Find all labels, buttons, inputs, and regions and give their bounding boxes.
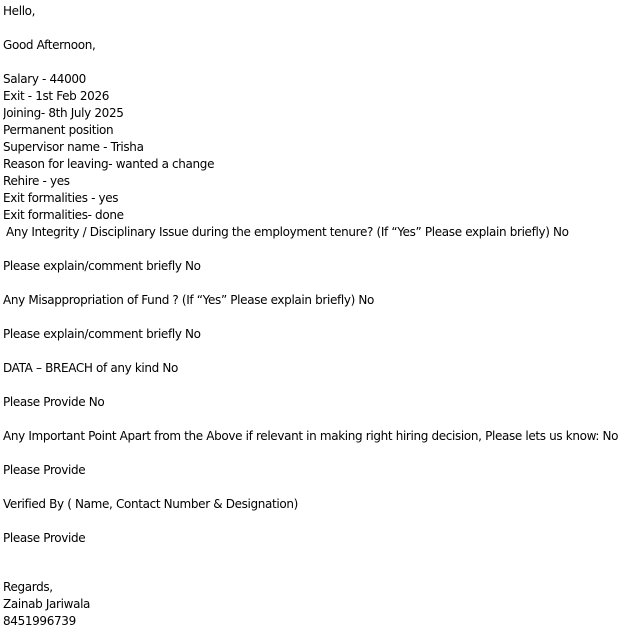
exit-formalities-line: Exit formalities - yes — [3, 191, 119, 205]
misappropriation-question: Any Misappropriation of Fund ? (If “Yes” Please explain briefly) No — [3, 293, 375, 307]
salary-line: Salary - 44000 — [3, 72, 86, 86]
blank-line — [3, 377, 633, 394]
important-point-question: Any Important Point Apart from the Above if relevant in making right hiring decision, Please lets us know: No — [3, 429, 619, 443]
blank-line — [3, 479, 633, 496]
blank-line — [3, 564, 633, 579]
signature-phone: 8451996739 — [3, 614, 76, 628]
blank-line — [3, 445, 633, 462]
blank-line — [3, 20, 633, 37]
supervisor-line: Supervisor name - Trisha — [3, 140, 144, 154]
data-breach-provide: Please Provide No — [3, 395, 105, 409]
blank-line — [3, 275, 633, 292]
email-body — [3, 3, 633, 630]
blank-line — [3, 54, 633, 71]
greeting: Hello, — [3, 4, 36, 18]
position-line: Permanent position — [3, 123, 114, 137]
blank-line — [3, 513, 633, 530]
blank-line — [3, 343, 633, 360]
joining-line: Joining- 8th July 2025 — [3, 106, 124, 120]
blank-line — [3, 547, 633, 564]
exit-line: Exit - 1st Feb 2026 — [3, 89, 110, 103]
blank-line — [3, 411, 633, 428]
misappropriation-comment: Please explain/comment briefly No — [3, 327, 201, 341]
verified-by-provide: Please Provide — [3, 531, 86, 545]
signature-name: Zainab Jariwala — [3, 597, 91, 611]
integrity-comment: Please explain/comment briefly No — [3, 259, 201, 273]
reason-line: Reason for leaving- wanted a change — [3, 157, 215, 171]
exit-formalities-line: Exit formalities- done — [3, 208, 124, 222]
important-point-provide: Please Provide — [3, 463, 86, 477]
integrity-question: Any Integrity / Disciplinary Issue during the employment tenure? (If “Yes” Please explain briefly) No — [6, 225, 569, 239]
data-breach-question: DATA – BREACH of any kind No — [3, 361, 179, 375]
regards: Regards, — [3, 580, 53, 594]
blank-line — [3, 241, 633, 258]
blank-line — [3, 309, 633, 326]
verified-by-question: Verified By ( Name, Contact Number & Designation) — [3, 497, 298, 511]
rehire-line: Rehire - yes — [3, 174, 70, 188]
salutation: Good Afternoon, — [3, 38, 96, 52]
